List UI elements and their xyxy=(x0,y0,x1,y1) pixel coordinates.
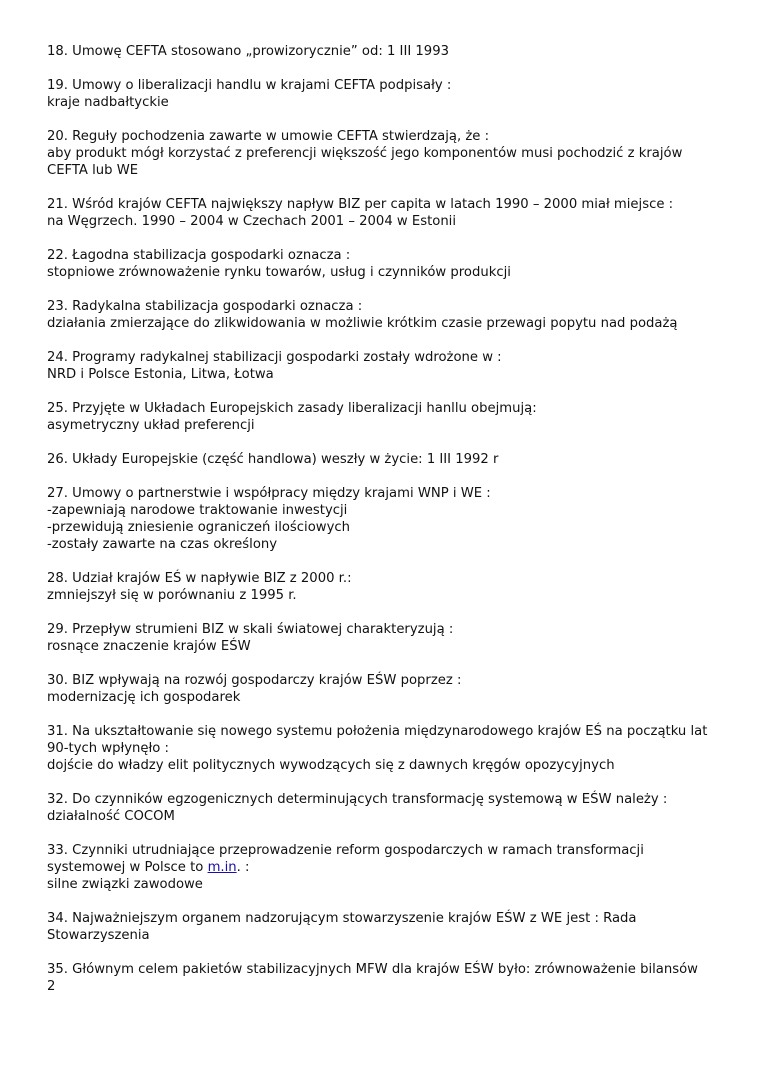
question-text: 29. Przepływ strumieni BIZ w skali światowej charakteryzują : xyxy=(47,622,454,637)
question-29 xyxy=(47,621,715,655)
question-23 xyxy=(47,298,715,332)
question-21 xyxy=(47,196,715,230)
question-25 xyxy=(47,400,715,434)
question-text-start: 33. Czynniki utrudniające przeprowadzenie reform gospodarczych w ramach transformacji systemowej w Polsce to xyxy=(47,843,644,875)
question-text: 26. Układy Europejskie (część handlowa) weszły w życie: 1 III 1992 r xyxy=(47,452,499,467)
question-27 xyxy=(47,485,715,553)
question-text: 20. Reguły pochodzenia zawarte w umowie CEFTA stwierdzają, że : xyxy=(47,129,490,144)
answer-text: aby produkt mógł korzystać z preferencji większość jego komponentów musi pochodzić z krajów CEFTA lub WE xyxy=(47,146,683,178)
answer-text: działania zmierzające do zlikwidowania w możliwie krótkim czasie przewagi popytu nad podażą xyxy=(47,316,678,331)
answer-text: -zostały zawarte na czas określony xyxy=(47,537,278,552)
answer-text: na Węgrzech. 1990 – 2004 w Czechach 2001 – 2004 w Estonii xyxy=(47,214,457,229)
question-32 xyxy=(47,791,715,825)
question-text xyxy=(47,842,715,876)
question-35 xyxy=(47,961,715,995)
question-text: 32. Do czynników egzogenicznych determinujących transformację systemową w EŚW należy : xyxy=(47,792,668,807)
question-text: 30. BIZ wpływają na rozwój gospodarczy krajów EŚW poprzez : xyxy=(47,673,462,688)
question-text: 24. Programy radykalnej stabilizacji gospodarki zostały wdrożone w : xyxy=(47,350,502,365)
question-30 xyxy=(47,672,715,706)
question-26 xyxy=(47,451,715,468)
answer-text: asymetryczny układ preferencji xyxy=(47,418,255,433)
question-20 xyxy=(47,128,715,179)
min-link[interactable]: m.in xyxy=(207,860,237,875)
question-19 xyxy=(47,77,715,111)
question-text: 19. Umowy o liberalizacji handlu w krajami CEFTA podpisały : xyxy=(47,78,452,93)
question-33 xyxy=(47,842,715,893)
answer-text: dojście do władzy elit politycznych wywodzących się z dawnych kręgów opozycyjnych xyxy=(47,758,615,773)
question-text: 34. Najważniejszym organem nadzorującym stowarzyszenie krajów EŚW z WE jest : Rada Stowarzyszenia xyxy=(47,911,637,943)
answer-text: stopniowe zrównoważenie rynku towarów, usług i czynników produkcji xyxy=(47,265,511,280)
question-text: 22. Łagodna stabilizacja gospodarki oznacza : xyxy=(47,248,351,263)
answer-text: kraje nadbałtyckie xyxy=(47,95,169,110)
question-18 xyxy=(47,43,715,60)
question-text: 23. Radykalna stabilizacja gospodarki oznacza : xyxy=(47,299,363,314)
question-text: 28. Udział krajów EŚ w napływie BIZ z 2000 r.: xyxy=(47,571,352,586)
answer-text: -zapewniają narodowe traktowanie inwestycji xyxy=(47,503,348,518)
question-text: 35. Głównym celem pakietów stabilizacyjnych MFW dla krajów EŚW było: zrównoważenie bilansów xyxy=(47,962,698,977)
answer-text: rosnące znaczenie krajów EŚW xyxy=(47,639,251,654)
answer-text: modernizację ich gospodarek xyxy=(47,690,241,705)
question-24 xyxy=(47,349,715,383)
question-text: 21. Wśród krajów CEFTA największy napływ BIZ per capita w latach 1990 – 2000 miał miejsce : xyxy=(47,197,674,212)
answer-text: -przewidują zniesienie ograniczeń ilościowych xyxy=(47,520,350,535)
page-number: 2 xyxy=(47,979,56,994)
question-22 xyxy=(47,247,715,281)
question-text: 25. Przyjęte w Układach Europejskich zasady liberalizacji hanllu obejmują: xyxy=(47,401,537,416)
question-text: 27. Umowy o partnerstwie i współpracy między krajami WNP i WE : xyxy=(47,486,491,501)
answer-text: działalność COCOM xyxy=(47,809,175,824)
answer-text: NRD i Polsce Estonia, Litwa, Łotwa xyxy=(47,367,274,382)
document-page xyxy=(47,43,715,995)
question-31 xyxy=(47,723,715,774)
answer-text: silne związki zawodowe xyxy=(47,877,203,892)
question-text: 18. Umowę CEFTA stosowano „prowizorycznie” od: 1 III 1993 xyxy=(47,44,449,59)
question-text-end: . : xyxy=(236,860,250,875)
question-text: 31. Na ukształtowanie się nowego systemu położenia międzynarodowego krajów EŚ na początku lat 90-tych wpłynęło : xyxy=(47,724,708,756)
question-28 xyxy=(47,570,715,604)
question-34 xyxy=(47,910,715,944)
answer-text: zmniejszył się w porównaniu z 1995 r. xyxy=(47,588,297,603)
